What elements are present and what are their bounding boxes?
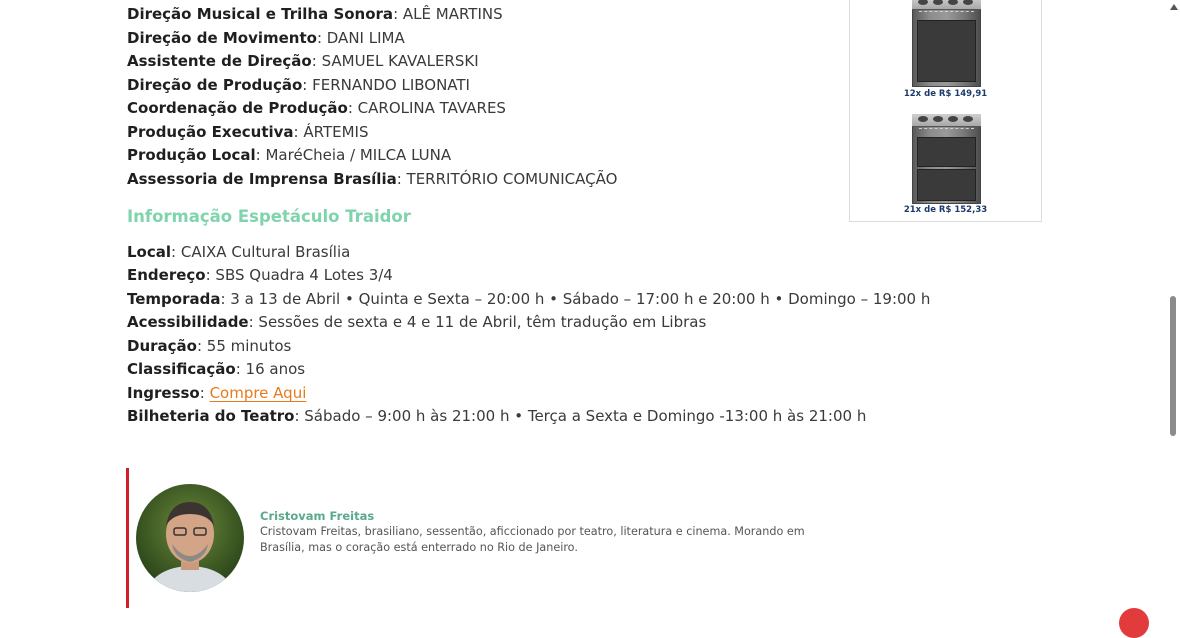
credit-value: : ALÊ MARTINS: [393, 5, 503, 23]
info-value: : Sessões de sexta e 4 e 11 de Abril, têm tradução em Libras: [248, 313, 707, 331]
info-line: [127, 335, 291, 358]
credit-value: : CAROLINA TAVARES: [347, 99, 506, 117]
ad-price-label[interactable]: 12x de R$ 149,91: [903, 89, 988, 99]
credit-line: [127, 97, 506, 120]
credit-label: Coordenação de Produção: [127, 99, 348, 117]
info-value: : 3 a 13 de Abril • Quinta e Sexta – 20:00 h • Sábado – 17:00 h e 20:00 h • Domingo – 19:00 h: [220, 290, 931, 308]
scroll-thumb[interactable]: [1170, 296, 1176, 436]
author-name[interactable]: Cristovam Freitas: [260, 509, 375, 523]
author-photo-icon: [136, 484, 244, 592]
credit-line: [127, 3, 503, 26]
info-value: : Sábado – 9:00 h às 21:00 h • Terça a Sexta e Domingo -13:00 h às 21:00 h: [294, 407, 867, 425]
info-label: Local: [127, 243, 172, 261]
credit-label: Produção Local: [127, 146, 256, 164]
credit-value: : TERRITÓRIO COMUNICAÇÃO: [396, 170, 618, 188]
credit-value: : FERNANDO LIBONATI: [302, 76, 470, 94]
info-value: : SBS Quadra 4 Lotes 3/4: [205, 266, 393, 284]
info-line: [127, 241, 350, 264]
info-line: [127, 264, 393, 287]
stove-product-image[interactable]: [912, 114, 981, 204]
ad-banner[interactable]: [849, 0, 1042, 222]
credit-value: : ÁRTEMIS: [293, 123, 369, 141]
info-label: Bilheteria do Teatro: [127, 407, 295, 425]
info-line: [127, 358, 305, 381]
info-heading: Informação Espetáculo Traidor: [127, 207, 411, 226]
info-label: Acessibilidade: [127, 313, 249, 331]
stove-product-image[interactable]: [912, 0, 981, 87]
scroll-up-arrow-icon[interactable]: [1170, 4, 1178, 10]
credit-label: Direção de Movimento: [127, 29, 317, 47]
author-accent-bar: [126, 468, 129, 608]
credit-label: Direção Musical e Trilha Sonora: [127, 5, 394, 23]
credit-label: Assistente de Direção: [127, 52, 312, 70]
ad-price-label[interactable]: 21x de R$ 152,33: [903, 205, 988, 215]
floating-action-button[interactable]: [1119, 608, 1149, 638]
info-line: [127, 382, 306, 405]
credit-value: : DANI LIMA: [316, 29, 405, 47]
credit-line: [127, 121, 368, 144]
author-avatar: [136, 484, 244, 592]
credit-line: [127, 168, 617, 191]
info-line: [127, 405, 866, 428]
page-scrollbar[interactable]: [1167, 0, 1180, 615]
credit-value: : MaréCheia / MILCA LUNA: [255, 146, 452, 164]
credit-label: Direção de Produção: [127, 76, 303, 94]
author-bio: Cristovam Freitas, brasiliano, sessentão, aficcionado por teatro, literatura e cinema. Morando em Brasília, mas o coração está enterrado no Rio de Janeiro.: [260, 525, 805, 554]
info-line: [127, 288, 930, 311]
credit-line: [127, 144, 451, 167]
credit-line: [127, 27, 405, 50]
info-label: Duração: [127, 337, 197, 355]
buy-ticket-link[interactable]: Compre Aqui: [209, 384, 307, 402]
credit-label: Produção Executiva: [127, 123, 294, 141]
info-label: Temporada: [127, 290, 221, 308]
info-value: : 55 minutos: [196, 337, 292, 355]
credit-line: [127, 74, 470, 97]
info-line: [127, 311, 706, 334]
info-value: :: [199, 384, 210, 402]
info-value: : CAIXA Cultural Brasília: [171, 243, 351, 261]
credit-label: Assessoria de Imprensa Brasília: [127, 170, 397, 188]
info-label: Endereço: [127, 266, 206, 284]
info-label: Classificação: [127, 360, 236, 378]
info-label: Ingresso: [127, 384, 200, 402]
credit-value: : SAMUEL KAVALERSKI: [311, 52, 479, 70]
info-value: : 16 anos: [235, 360, 306, 378]
credit-line: [127, 50, 479, 73]
